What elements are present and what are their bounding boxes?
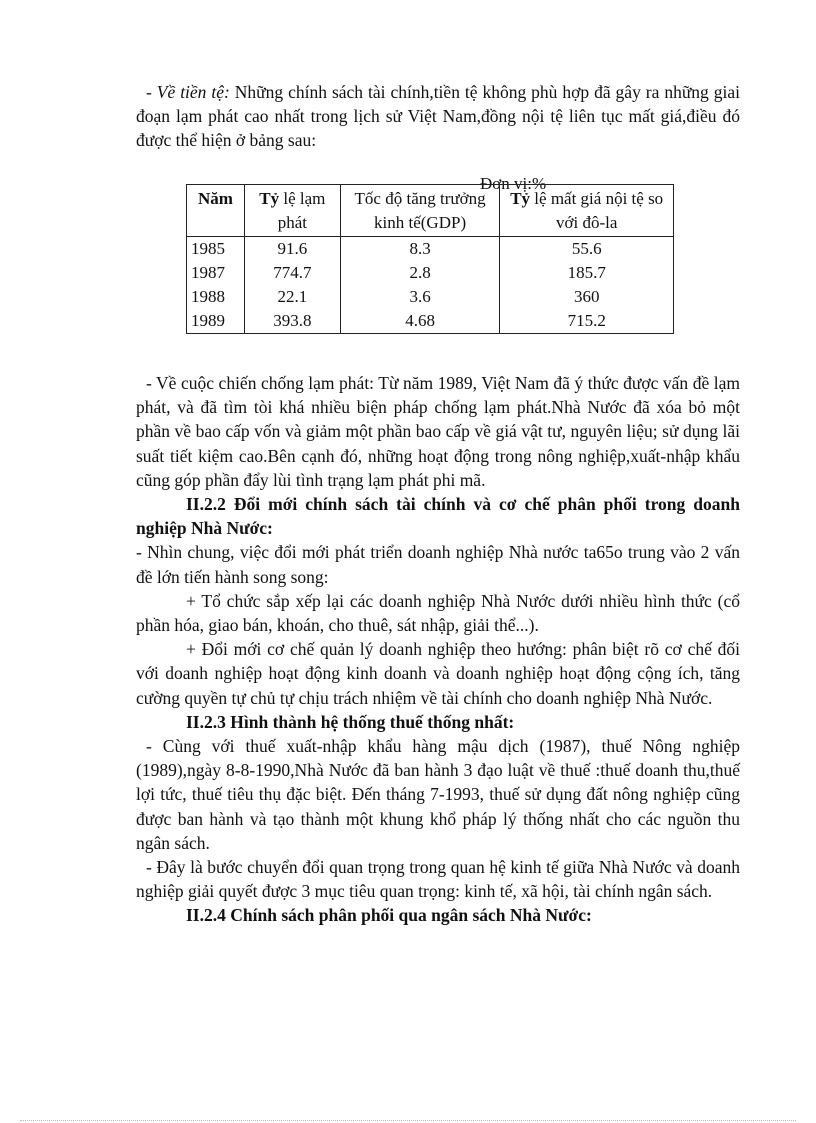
paragraph-restructure: + Tổ chức sắp xếp lại các doanh nghiệp Nhà Nước dưới nhiều hình thức (cổ phần hóa, giao bán, khoán, cho thuê, sát nhập, giải thể...). xyxy=(136,590,740,636)
intro-body: Những chính sách tài chính,tiền tệ không phù hợp đã gây ra những giai đoạn lạm phát cao nhất trong lịch sử Việt Nam,đồng nội tệ liên tục mất giá,điều đó được thể hiện ở bảng sau: xyxy=(136,82,740,151)
paragraph-enterprise-reform: - Nhìn chung, việc đổi mới phát triển doanh nghiệp Nhà nước ta65o trung vào 2 vấn đề lớn tiến hành song song: xyxy=(136,542,740,587)
paragraph-anti-inflation: - Về cuộc chiến chống lạm phát: Từ năm 1989, Việt Nam đã ý thức được vấn đề lạm phát, và đã tìm tòi khá nhiều biện pháp chống lạm phát.Nhà Nước đã xóa bỏ một phần về bao cấp vốn và giảm một phần bao cấp về giá vật tư, nguyên liệu; sử dụng lãi suất tiết kiệm cao.Bên cạnh đó, những hoạt động trong nông nghiệp,xuất-nhập khẩu cũng góp phần đẩy lùi tình trạng lạm phát phi mã. xyxy=(136,373,740,490)
inflation-table xyxy=(186,184,674,334)
cell-year: 1985 xyxy=(187,237,245,262)
heading-section-2-2: II.2.2 Đổi mới chính sách tài chính và cơ chế phân phối trong doanh nghiệp Nhà Nước: xyxy=(136,494,740,539)
paragraph-tax-laws: - Cùng với thuế xuất-nhập khẩu hàng mậu dịch (1987), thuế Nông nghiệp (1989),ngày 8-8-1990,Nhà Nước đã ban hành 3 đạo luật về thuế :thuế doanh thu,thuế lợi tức, thuế tiêu thụ đặc biệt. Đến tháng 7-1993, thuế sử dụng đất nông nghiệp cũng được ban hành và tạo thành một khung khổ pháp lý thống nhất cho các nguồn thu ngân sách. xyxy=(136,736,740,853)
intro-paragraph xyxy=(136,80,740,153)
heading-section-2-3: II.2.3 Hình thành hệ thống thuế thống nhất: xyxy=(186,711,515,732)
cell-devaluation: 715.2 xyxy=(500,309,674,334)
body-text xyxy=(136,371,740,928)
table-row xyxy=(187,309,674,334)
cell-inflation: 774.7 xyxy=(244,261,340,285)
cell-devaluation: 55.6 xyxy=(500,237,674,262)
cell-devaluation: 185.7 xyxy=(500,261,674,285)
cell-inflation: 393.8 xyxy=(244,309,340,334)
cell-year: 1988 xyxy=(187,285,245,309)
intro-lead: - Về tiền tệ: xyxy=(146,82,230,102)
intro-text xyxy=(136,80,740,153)
cell-inflation: 91.6 xyxy=(244,237,340,262)
cell-year: 1989 xyxy=(187,309,245,334)
cell-gdp: 8.3 xyxy=(340,237,500,262)
header-year: Năm xyxy=(187,185,245,237)
cell-gdp: 3.6 xyxy=(340,285,500,309)
table-unit-label: Đơn vị:% xyxy=(480,174,547,193)
header-inflation-rate: Tỷ lệ lạm phát xyxy=(244,185,340,237)
cell-gdp: 2.8 xyxy=(340,261,500,285)
header-gdp-growth: Tốc độ tăng trưởng kinh tế(GDP) xyxy=(340,185,500,237)
table-row xyxy=(187,261,674,285)
cell-year: 1987 xyxy=(187,261,245,285)
header-currency-devaluation: Tỷ lệ mất giá nội tệ so với đô-la xyxy=(500,185,674,237)
cell-gdp: 4.68 xyxy=(340,309,500,334)
table-row xyxy=(187,237,674,262)
page-bottom-rule xyxy=(20,1120,796,1121)
paragraph-management-reform: + Đổi mới cơ chế quản lý doanh nghiệp theo hướng: phân biệt rõ cơ chế đối với doanh nghiệp hoạt động kinh doanh và doanh nghiệp hoạt động cộng ích, tăng cường quyền tự chủ tự chịu trách nhiệm về tài chính cho doanh nghiệp Nhà Nước. xyxy=(136,639,740,708)
table-row xyxy=(187,285,674,309)
paragraph-transition: - Đây là bước chuyển đổi quan trọng trong quan hệ kinh tế giữa Nhà Nước và doanh nghiệp giải quyết được 3 mục tiêu quan trọng: kinh tế, xã hội, tài chính ngân sách. xyxy=(136,857,740,902)
cell-inflation: 22.1 xyxy=(244,285,340,309)
cell-devaluation: 360 xyxy=(500,285,674,309)
heading-section-2-4: II.2.4 Chính sách phân phối qua ngân sách Nhà Nước: xyxy=(186,905,592,926)
table-header-row xyxy=(187,185,674,237)
